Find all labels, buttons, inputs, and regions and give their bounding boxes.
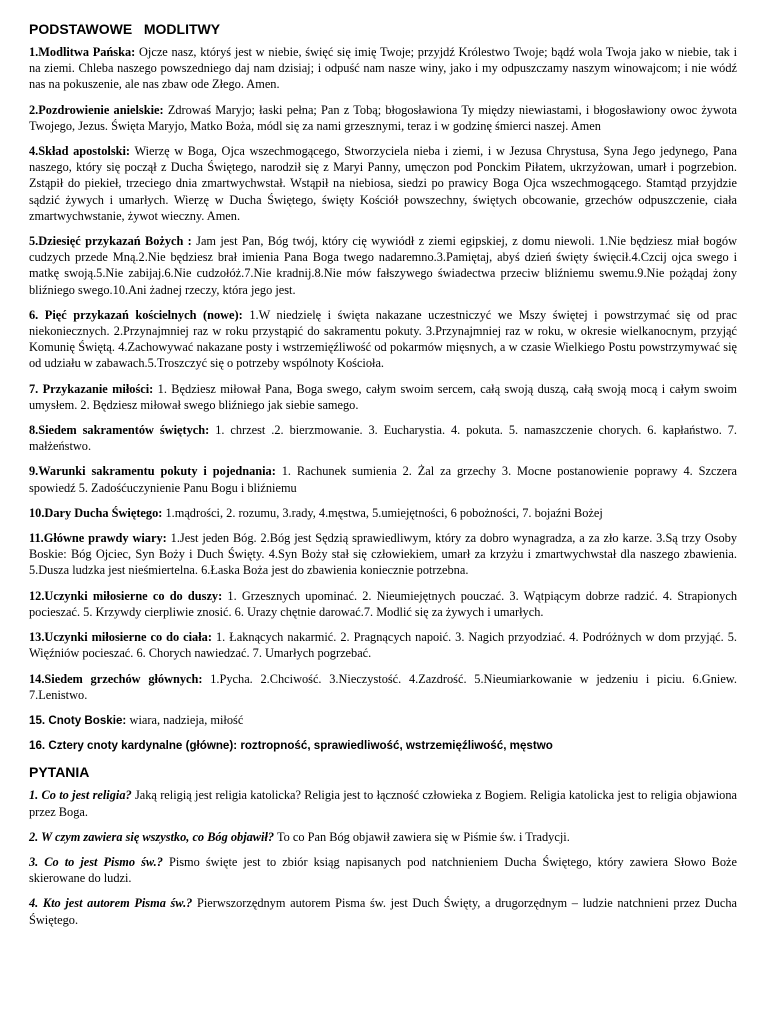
question-text: Pierwszorzędnym autorem Pisma św. jest Duch Święty, a drugorzędnym – ludzie natchnieni przez Ducha Świętego. [29, 896, 738, 927]
item-label: 13.Uczynki miłosierne co do ciała: [29, 630, 212, 645]
item-text: 1.mądrości, 2. rozumu, 3.rady, 4.męstwa, 5.umiejętności, 6 pobożności, 7. bojaźni Bożej [165, 505, 603, 520]
item-text: 1.Pycha. 2.Chciwość. 3.Nieczystość. 4.Zazdrość. 5.Nieumiarkowanie w jedzeniu i piciu. 6.Gniew. 7.Lenistwo. [29, 671, 737, 702]
item-label: 14.Siedem grzechów głównych: [29, 671, 203, 686]
question-label: 3. Co to jest Pismo św.? [29, 854, 163, 869]
item-label: 1.Modlitwa Pańska: [29, 45, 136, 59]
section-title-prayers: PODSTAWOWE MODLITWY [29, 21, 221, 37]
question-text: Pismo święte jest to zbiór ksiąg napisanych pod natchnieniem Ducha Świętego, który zawiera Słowo Boże skierowane do ludzi. [29, 854, 737, 886]
item-label: 7. Przykazanie miłości: [29, 381, 154, 396]
item-text: Ojcze nasz, któryś jest w niebie, święć się imię Twoje; przyjdź Królestwo Twoje; bądź wola Twoja jako w niebie, tak i na ziemi. Chleba naszego powszedniego daj nam dzisiaj; i odpuść nam nasze winy, jako i my odpuszczamy naszym winowajcom; i nie wódź nas na pokuszenie, ale nas zbaw ode Złego. Amen. [29, 45, 738, 92]
question-label: 2. W czym zawiera się wszystko, co Bóg objawił? [29, 829, 275, 844]
question-item [29, 829, 737, 845]
item-label: 12.Uczynki miłosierne co do duszy: [29, 588, 223, 603]
item-przykazanie-milosci [29, 381, 737, 413]
item-przykazania-koscielne [29, 307, 737, 372]
item-text: roztropność, sprawiedliwość, wstrzemięźliwość, męstwo [240, 739, 553, 753]
item-label: 16. Cztery cnoty kardynalne (główne): [29, 739, 238, 753]
question-text: Jaką religią jest religia katolicka? Religia jest to łączność człowieka z Bogiem. Religia katolicka jest to religia objawiona przez Boga. [29, 788, 737, 819]
question-item [29, 895, 737, 927]
question-item [29, 854, 737, 886]
item-label: 4.Skład apostolski: [29, 144, 131, 159]
item-pozdrowienie-anielskie [29, 102, 737, 134]
item-sklad-apostolski [29, 143, 737, 224]
item-label: 9.Warunki sakramentu pokuty i pojednania: [29, 464, 276, 479]
item-dary-ducha [29, 505, 737, 521]
item-text: 1. Będziesz miłował Pana, Boga swego, całym swoim sercem, całą swoją duszą, całą swoją mocą i całym swoim umysłem. 2. Będziesz miłował swego bliźniego jak siebie samego. [29, 381, 737, 412]
item-label: 15. Cnoty Boskie: [29, 713, 127, 727]
item-prawdy-wiary [29, 530, 737, 579]
item-text: 1. Łaknących nakarmić. 2. Pragnących napoić. 3. Nagich przyodziać. 4. Podróżnych w dom przyjąć. 5. Więźniów pocieszać. 6. Chorych nawiedzać. 7. Umarłych pogrzebać. [29, 630, 737, 661]
item-text: 1. Rachunek sumienia 2. Żal za grzechy 3. Mocne postanowienie poprawy 4. Szczera spowiedź 5. Zadośćuczynienie Panu Bogu i bliźniemu [29, 464, 738, 495]
item-grzechy-glowne [29, 671, 737, 703]
prayers-list [29, 44, 737, 754]
item-cnoty-boskie [29, 712, 737, 729]
item-label: 6. Pięć przykazań kościelnych (nowe): [29, 307, 243, 322]
item-label: 10.Dary Ducha Świętego: [29, 505, 163, 520]
item-sakramenty [29, 422, 737, 454]
item-text: Wierzę w Boga, Ojca wszechmogącego, Stworzyciela nieba i ziemi, i w Jezusa Chrystusa, Syna Jego jedynego, Pana naszego, który się począł z Ducha Świętego, narodził się z Maryi Panny, umęczon pod Ponckim Piłatem, ukrzyżowan, umarł i pogrzebion. Zstąpił do piekieł, trzeciego dnia zmartwychwstał. Wstąpił na niebiosa, siedzi po prawicy Boga Ojca wszechmogącego. Stamtąd przyjdzie sądzić żywych i umarłych. Wierzę w Ducha Świętego, święty Kościół powszechny, świętych obcowanie, grzechów odpuszczenie, ciała zmartwychwstanie, żywot wieczny. Amen. [29, 144, 737, 223]
question-text: To co Pan Bóg objawił zawiera się w Piśmie św. i Tradycji. [276, 829, 570, 844]
item-uczynki-ciala [29, 629, 737, 661]
question-label: 4. Kto jest autorem Pisma św.? [29, 896, 193, 911]
item-uczynki-duszy [29, 588, 737, 620]
item-label: 5.Dziesięć przykazań Bożych : [29, 234, 192, 249]
item-text: 1. Grzesznych upominać. 2. Nieumiejętnych pouczać. 3. Wątpiącym dobrze radzić. 4. Strapionych pocieszać. 5. Krzywdy cierpliwie znosić. 6. Urazy chętnie darować.7. Modlić się za żywych i umarłych. [29, 588, 737, 619]
section-title-questions: PYTANIA [29, 764, 90, 781]
item-label: 8.Siedem sakramentów świętych: [29, 423, 210, 438]
item-warunki-pokuty [29, 463, 737, 495]
item-text: Jam jest Pan, Bóg twój, który cię wywiódł z ziemi egipskiej, z domu niewoli. 1.Nie będziesz miał bogów cudzych przede Mną.2.Nie będziesz brał imienia Pana Boga twego nadaremno.3.Pamiętaj, abyś dzień święty święcił.4.Czcij ojca swego i matkę swoją.5.Nie zabijaj.6.Nie cudzołóż.7.Nie kradnij.8.Nie mów fałszywego świadectwa przeciw bliźniemu swemu.9.Nie pożądaj żony bliźniego swego.10.Ani żadnej rzeczy, która jego jest. [29, 234, 737, 297]
item-text: 1.Jest jeden Bóg. 2.Bóg jest Sędzią sprawiedliwym, który za dobro wynagradza, a za zło karze. 3.Są trzy Osoby Boskie: Bóg Ojciec, Syn Boży i Duch Święty. 4.Syn Boży stał się człowiekiem, umarł za krzyżu i zmartwychwstał dla naszego zbawienia. 5.Dusza ludzka jest nieśmiertelna. 6.Łaska Boża jest do zbawienia koniecznie potrzebna. [29, 531, 737, 578]
item-label: 2.Pozdrowienie anielskie: [29, 102, 164, 117]
item-dziesiec-przykazan [29, 233, 737, 298]
question-label: 1. Co to jest religia? [29, 788, 132, 803]
question-item [29, 787, 737, 819]
questions-list [29, 787, 737, 927]
item-modlitwa-panska [29, 44, 737, 93]
item-text: wiara, nadzieja, miłość [129, 712, 244, 727]
item-text: 1. chrzest .2. bierzmowanie. 3. Eucharystia. 4. pokuta. 5. namaszczenie chorych. 6. kapłaństwo. 7. małżeństwo. [29, 423, 737, 454]
item-text: Zdrowaś Maryjo; łaski pełna; Pan z Tobą; błogosławiona Ty między niewiastami, i błogosławiony owoc żywota Twojego, Jezus. Święta Maryjo, Matko Boża, módl się za nami grzesznymi, teraz i w godzinę śmierci naszej. Amen [29, 102, 737, 133]
item-text: 1.W niedzielę i święta nakazane uczestniczyć we Mszy świętej i powstrzymać się od prac niekoniecznych. 2.Przynajmniej raz w roku przystąpić do sakramentu pokuty. 3.Przynajmniej raz w roku, w okresie wielkanocnym, przyjąć Komunię Świętą. 4.Zachowywać nakazane posty i wstrzemięźliwość od pokarmów mięsnych, a w czasie Wielkiego Postu powstrzymywać się od udziału w zabawach.5.Troszczyć się o potrzeby wspólnoty Kościoła. [29, 307, 737, 371]
item-label: 11.Główne prawdy wiary: [29, 531, 167, 546]
item-cnoty-kardynalne [29, 738, 737, 754]
